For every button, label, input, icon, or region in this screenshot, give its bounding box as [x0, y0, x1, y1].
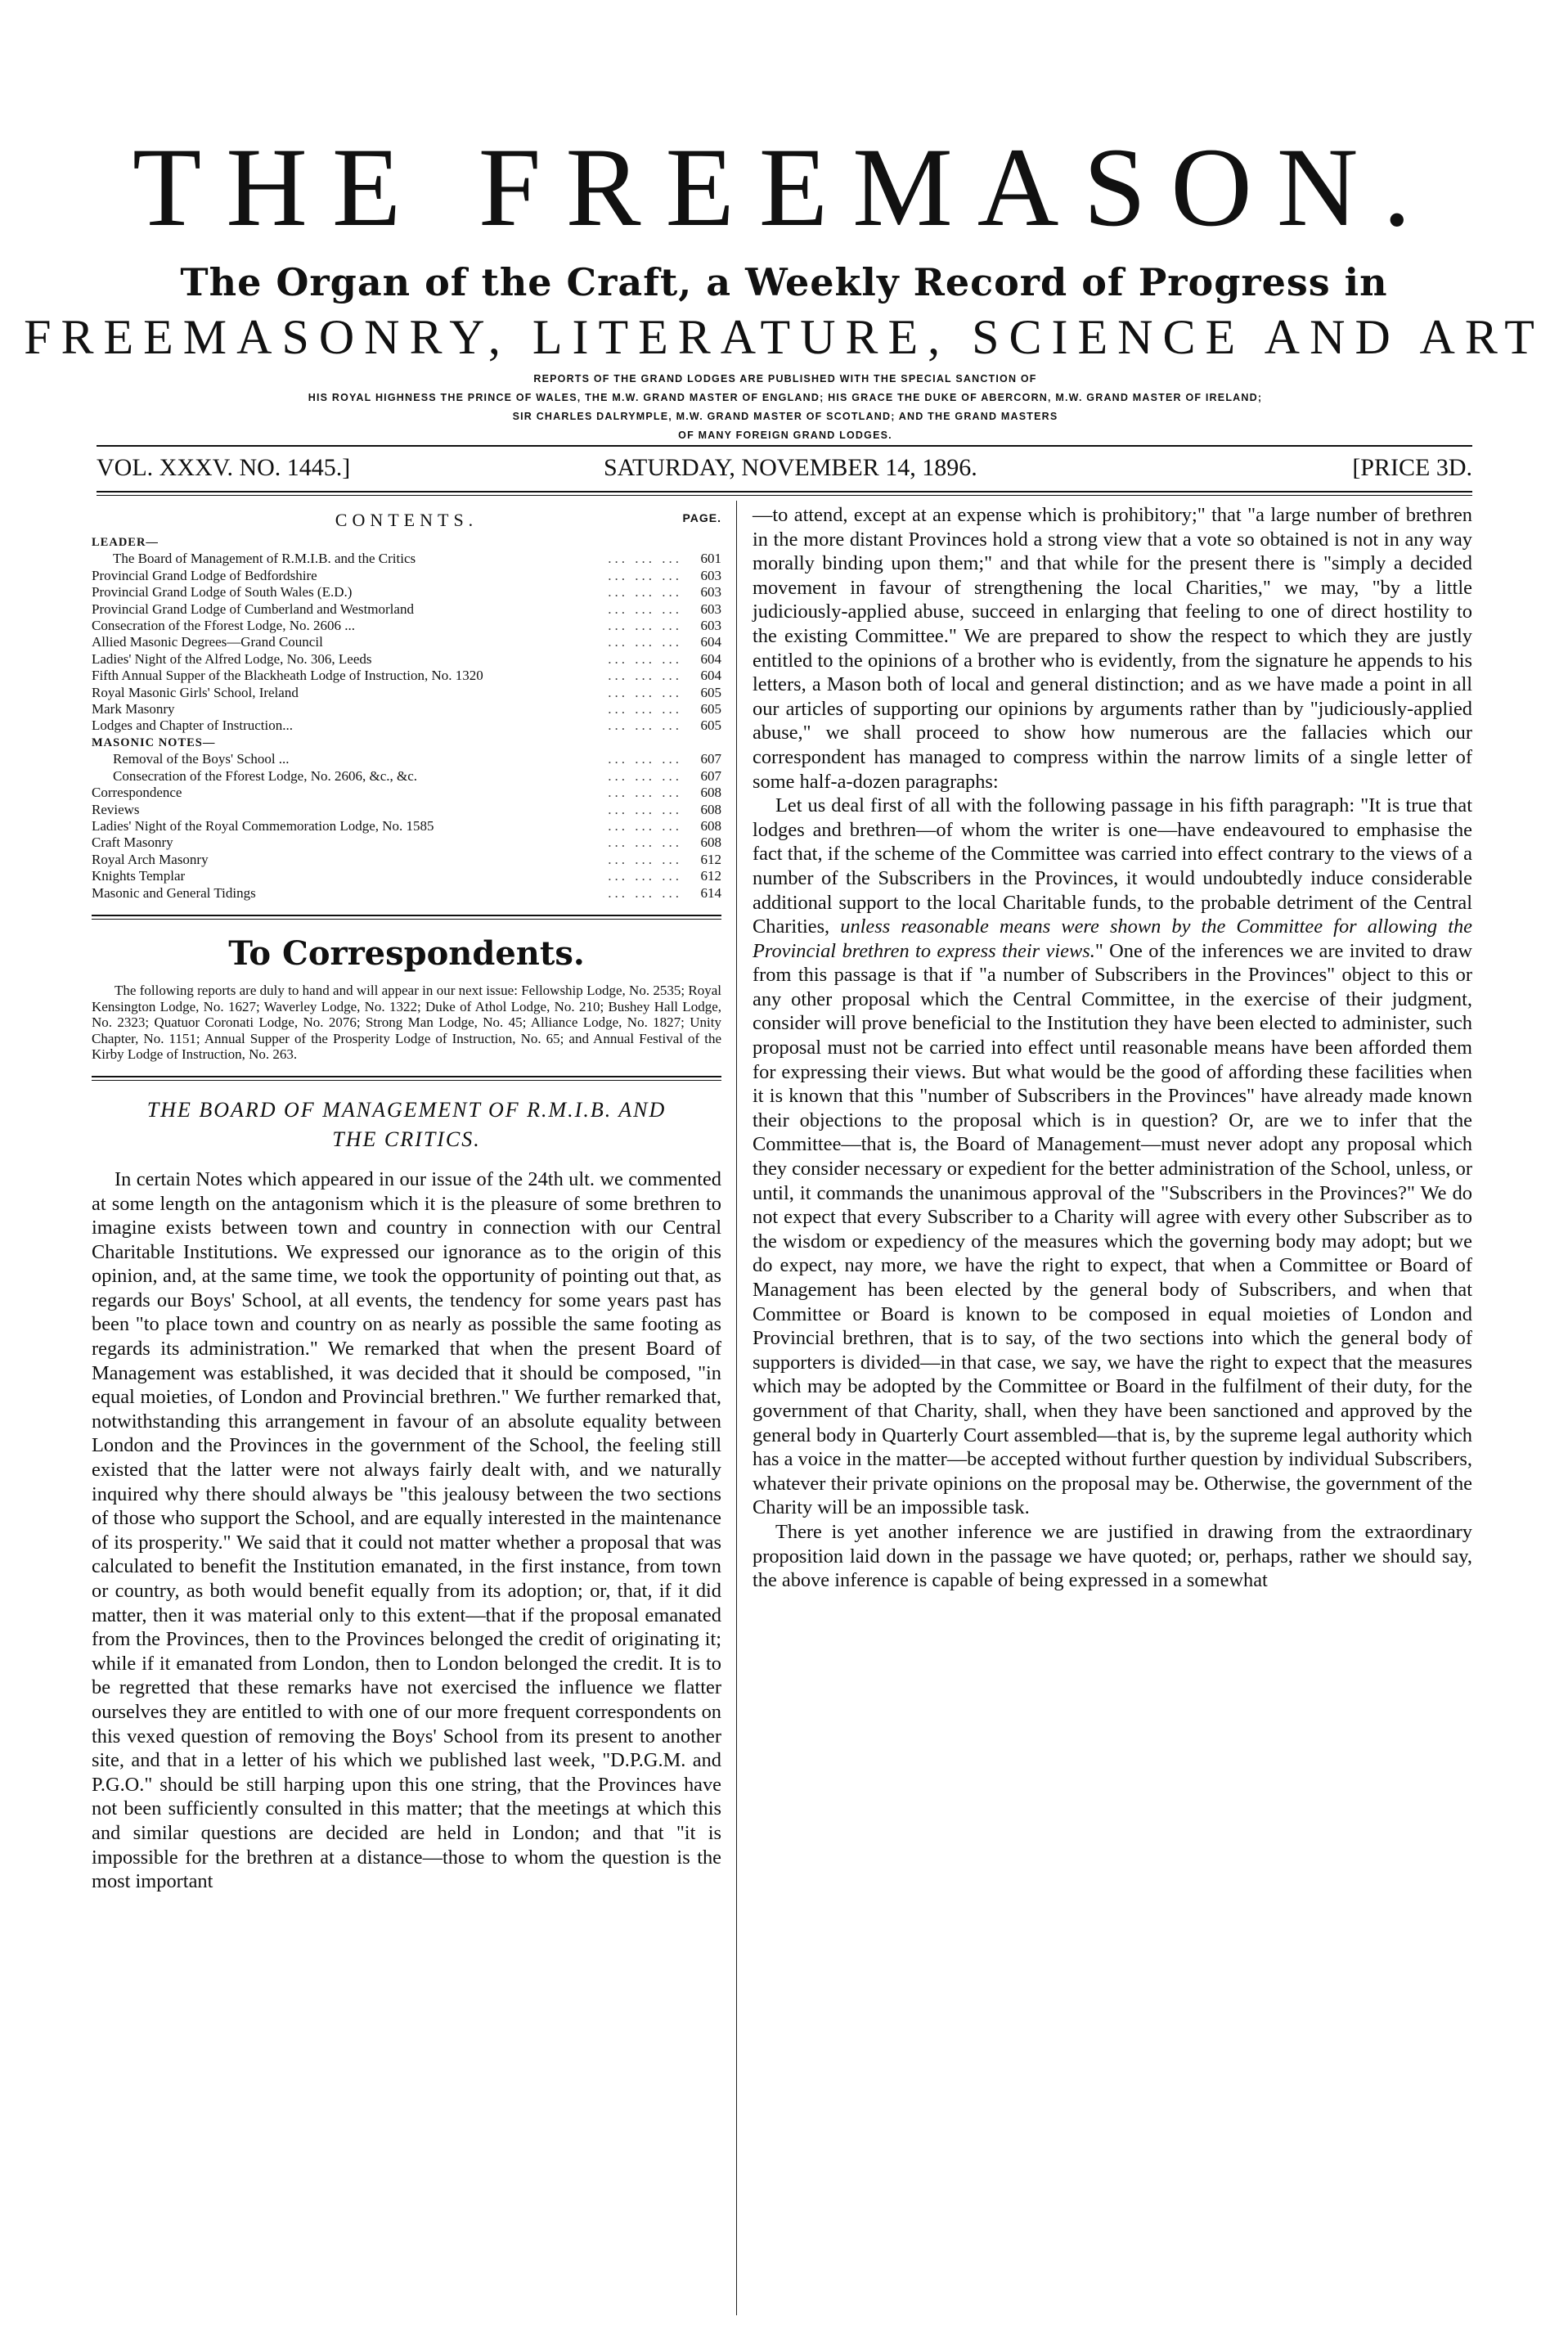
contents-entry-title: Provincial Grand Lodge of South Wales (E.D.)	[92, 584, 353, 600]
article-body-left	[92, 1167, 721, 1894]
article-title-line: THE BOARD OF MANAGEMENT OF R.M.I.B. AND	[146, 1097, 667, 1122]
contents-row	[92, 618, 721, 634]
issue-line	[97, 454, 1472, 487]
article-title	[92, 1095, 721, 1154]
contents-row	[92, 852, 721, 868]
contents-entry-page: 608	[700, 785, 721, 801]
contents-row	[92, 634, 721, 650]
contents-section-label: MASONIC NOTES—	[92, 735, 216, 749]
issue-price: [PRICE 3D.	[1352, 454, 1472, 481]
contents-heading	[92, 510, 721, 531]
contents-entry-page: 607	[700, 751, 721, 767]
contents-leader-dots: ... ... ...	[608, 717, 682, 734]
contents-entry-title: Ladies' Night of the Alfred Lodge, No. 306, Leeds	[92, 650, 372, 667]
article-text: " One of the inferences we are invited to draw from this passage is that if "a number of Subscribers in the Provinces" object to this or any other proposal which the Central Committee, in the exercise of their judgment, consider will prove beneficial to the Institution they have been elected to administer, such proposal must not be carried into effect until reasonable means have been afforded them for expressing their views. But what would be the good of affording these facilities when it is known that this "number of Subscribers in the Provinces" have already made known their objections to the proposal which is in question? Or, are we to infer that the Committee—that is, the Board of Management—must never adopt any proposal which they consider necessary or expedient for the better administration of the School, unless, or until, it commands the unanimous approval of the "Subscribers in the Provinces?" We do not expect that every Subscriber to a Charity will agree with every other Subscriber as to the wisdom or expediency of the measures which the governing body may adopt; but we do expect, nay more, we have the right to expect, that when a Committee or Board of Management has been elected by the general body of Subscribers, and when that Committee or Board is known to be composed in equal moieties of London and Provincial brethren, that is to say, of the two sections into which the general body of supporters is divided—in that case, we say, we have the right to expect that the measures which may be adopted by the Committee or Board in the fulfilment of their duty, for the government of that Charity, shall, when they have been sanctioned and approved by the general body in Quarterly Court assembled—that is, by the supreme legal authority which has a voice in the matter—be accepted without further question by individual Subscribers, whatever their private opinions on the proposal may be. Otherwise, the government of the Charity will be an impossible task.	[753, 939, 1473, 1519]
column-divider	[736, 501, 737, 2315]
sanction-line: OF MANY FOREIGN GRAND LODGES.	[678, 430, 892, 441]
contents-entry-page: 612	[700, 868, 721, 884]
header-rule-bottom-thin	[97, 495, 1472, 496]
volume-number: VOL. XXXV. NO. 1445.]	[97, 454, 351, 481]
contents-entry-title: Lodges and Chapter of Instruction...	[92, 717, 293, 734]
contents-leader-dots: ... ... ...	[608, 600, 682, 617]
contents-leader-dots: ... ... ...	[608, 834, 682, 851]
contents-row	[92, 818, 721, 834]
contents-entry-page: 604	[700, 668, 721, 684]
contents-entry-page: 603	[700, 584, 721, 600]
contents-leader-dots: ... ... ...	[608, 817, 682, 834]
contents-entry-title: Masonic and General Tidings	[92, 884, 256, 901]
contents-row	[92, 668, 721, 684]
contents-leader-dots: ... ... ...	[608, 618, 682, 634]
contents-entry-page: 603	[700, 618, 721, 634]
contents-row	[92, 584, 721, 600]
article-paragraph: There is yet another inference we are justified in drawing from the extraordinary proposition laid down in the passage we have quoted; or, perhaps, rather we should say, the above inference is capable of being expressed in a somewhat	[753, 1520, 1472, 1592]
section-rule	[92, 1076, 721, 1081]
contents-page-label: PAGE.	[682, 511, 721, 524]
article-quote-italic: unless reasonable means were shown by the Committee for allowing the Provincial brethren to express their views.	[753, 915, 1472, 962]
contents-entry-title: Fifth Annual Supper of the Blackheath Lodge of Instruction, No. 1320	[92, 668, 483, 684]
contents-leader-dots: ... ... ...	[608, 634, 682, 650]
right-column	[753, 503, 1472, 1593]
sanction-line: HIS ROYAL HIGHNESS THE PRINCE OF WALES, THE M.W. GRAND MASTER OF ENGLAND; HIS GRACE THE DUKE OF ABERCORN, M.W. GRAND MASTER OF IRELAND;	[308, 392, 1263, 403]
contents-entry-title: Consecration of the Fforest Lodge, No. 2606 ...	[92, 618, 355, 634]
section-rule	[92, 915, 721, 920]
contents-row	[92, 601, 721, 618]
contents-entry-title: The Board of Management of R.M.I.B. and the Critics	[113, 551, 416, 567]
article-paragraph: —to attend, except at an expense which is prohibitory;" that "a large number of brethren in the more distant Provinces hold a strong view that a vote so obtained is not in any way morally binding upon them;" and that while for the present there is "simply a decided movement in favour of strengthening the local Charities," we may, "by a little judiciously-applied abuse, succeed in enlarging that feeling to one of direct hostility to the existing Committee." We are prepared to show the respect to which they are justly entitled to the opinions of a brother who is evidently, from the signature he appends to his letters, a Mason both of local and general distinction; and as we have made a point in all our articles of supporting our opinions by arguments rather than by "judiciously-applied abuse," we shall proceed to show how numerous are the fallacies which our correspondent has managed to compress within the narrow limits of a single letter of some half-a-dozen paragraphs:	[753, 504, 1472, 793]
contents-leader-dots: ... ... ...	[608, 785, 682, 801]
contents-entry-page: 607	[700, 767, 721, 784]
sanction-line: REPORTS OF THE GRAND LODGES ARE PUBLISHED WITH THE SPECIAL SANCTION OF	[533, 373, 1037, 385]
contents-leader-dots: ... ... ...	[608, 868, 682, 884]
contents-entry-title: Ladies' Night of the Royal Commemoration Lodge, No. 1585	[92, 817, 434, 834]
contents-entry-title: Royal Masonic Girls' School, Ireland	[92, 684, 299, 700]
article-text: Let us deal first of all with the following passage in his fifth paragraph: "It is true that lodges and brethren—of whom the writer is one—have endeavoured to emphasise the fact that, if the scheme of the Committee was carried into effect contrary to the views of a number of the Subscribers in the Provinces, it would undoubtedly induce considerable additional support to the local Charitable funds, to the probable detriment of the Central Charities,	[753, 794, 1472, 938]
contents-title: CONTENTS.	[335, 510, 478, 530]
contents-leader-dots: ... ... ...	[608, 701, 682, 717]
contents-row	[92, 568, 721, 584]
contents-entry-title: Reviews	[92, 801, 140, 817]
contents-row	[92, 785, 721, 801]
contents-entry-title: Removal of the Boys' School ...	[113, 751, 290, 767]
article-body-right	[753, 503, 1472, 1593]
contents-entry-title: Craft Masonry	[92, 834, 173, 851]
contents-row	[92, 685, 721, 701]
contents-entry-page: 604	[700, 650, 721, 667]
contents-row	[92, 717, 721, 734]
contents-leader-dots: ... ... ...	[608, 668, 682, 684]
article-paragraph: In certain Notes which appeared in our issue of the 24th ult. we commented at some length on the antagonism which it is the pleasure of some brethren to imagine exists between town and country in connection with our Central Charitable Institutions. We expressed our ignorance as to the origin of this opinion, and, at the same time, we took the opportunity of pointing out that, as regards our Boys' School, at all events, the tendency for some years past has been "to place town and country on as nearly as possible the same footing as regards its administration." We remarked that when the present Board of Management was established, it was decided that it should be composed, "in equal moieties, of London and Provincial brethren." We further remarked that, notwithstanding this arrangement in favour of an absolute equality between London and the Provinces in the government of the School, the feeling still existed that the latter were not always fairly dealt with, and we naturally inquired why there should always be "this jealousy between the two sections of those who support the School, and are equally interested in the maintenance of its prosperity." We said that it could not matter whether a proposal that was calculated to benefit the Institution emanated, in the first instance, from town or country, as both would benefit equally from its adoption; or, that, if it did matter, then it was material only to this extent—that if the proposal emanated from the Provinces, then to the Provinces belonged the credit of originating it; while if it emanated from London, then to London belonged the credit. It is to be regretted that these remarks have not exercised the influence we flatter ourselves they are entitled to with one of our more frequent correspondents on this vexed question of removing the Boys' School from its present to another site, and that in a letter of his which we published last week, "D.P.G.M. and P.G.O." should be still harping upon this one string, that the Provinces have not been sufficiently consulted in this matter; that the meetings at which this and similar questions are decided are held in London; and that "it is impossible for the brethren at a distance—those to whom the question is the most important	[92, 1167, 721, 1893]
contents-leader-dots: ... ... ...	[608, 551, 682, 567]
contents-entry-title: Correspondence	[92, 785, 182, 801]
contents-row	[92, 701, 721, 717]
contents-entry-page: 604	[700, 634, 721, 650]
contents-entry-page: 612	[700, 851, 721, 867]
contents-row	[92, 834, 721, 851]
masthead-gothic-subtitle: The Organ of the Craft, a Weekly Record of Progress in	[180, 260, 1388, 304]
contents-entry-page: 603	[700, 600, 721, 617]
contents-entry-title: Provincial Grand Lodge of Cumberland and Westmorland	[92, 600, 414, 617]
contents-leader-dots: ... ... ...	[608, 650, 682, 667]
contents-row	[92, 868, 721, 884]
masthead-subtitle: FREEMASONRY, LITERATURE, SCIENCE AND ART	[24, 310, 1544, 364]
contents-section-label: LEADER—	[92, 536, 159, 549]
contents-entry-page: 605	[700, 684, 721, 700]
contents-entry-page: 608	[700, 834, 721, 851]
contents-leader-dots: ... ... ...	[608, 851, 682, 867]
contents-leader-dots: ... ... ...	[608, 884, 682, 901]
contents-leader-dots: ... ... ...	[608, 684, 682, 700]
contents-entry-title: Provincial Grand Lodge of Bedfordshire	[92, 567, 317, 583]
contents-leader-dots: ... ... ...	[608, 751, 682, 767]
left-column	[92, 503, 721, 1894]
contents-row	[92, 751, 721, 767]
contents-row	[92, 551, 721, 567]
correspondents-text: The following reports are duly to hand and will appear in our next issue: Fellowship Lodge, No. 2535; Royal Kensington Lodge, No. 1627; Waverley Lodge, No. 1322; Duke of Athol Lodge, No. 210; Bushey Hall Lodge, No. 2323; Quatuor Coronati Lodge, No. 2076; Strong Man Lodge, No. 45; Alliance Lodge, No. 1827; Unity Chapter, No. 1151; Annual Supper of the Prosperity Lodge of Instruction, No. 65; and Annual Festival of the Kirby Lodge of Instruction, No. 263.	[92, 982, 721, 1063]
contents-leader-dots: ... ... ...	[608, 767, 682, 784]
contents-entry-page: 605	[700, 717, 721, 734]
sanction-notice	[115, 370, 1456, 445]
contents-row	[92, 651, 721, 668]
contents-entry-title: Consecration of the Fforest Lodge, No. 2606, &c., &c.	[113, 767, 418, 784]
contents-entry-page: 603	[700, 567, 721, 583]
contents-leader-dots: ... ... ...	[608, 801, 682, 817]
issue-date: SATURDAY, NOVEMBER 14, 1896.	[604, 454, 977, 481]
article-title-line: THE CRITICS.	[332, 1127, 481, 1151]
contents-entry-title: Mark Masonry	[92, 701, 175, 717]
article-paragraph	[753, 794, 1472, 1520]
contents-entry-title: Allied Masonic Degrees—Grand Council	[92, 634, 323, 650]
contents-leader-dots: ... ... ...	[608, 567, 682, 583]
contents-entry-title: Knights Templar	[92, 868, 186, 884]
header-rule-bottom	[97, 491, 1472, 493]
contents-entry-page: 601	[700, 551, 721, 567]
contents-entry-page: 608	[700, 801, 721, 817]
contents-row	[92, 768, 721, 785]
contents-leader-dots: ... ... ...	[608, 584, 682, 600]
header-rule-top	[97, 445, 1472, 447]
contents-row	[92, 802, 721, 818]
contents-entry-page: 614	[700, 884, 721, 901]
contents-row	[92, 885, 721, 902]
contents-entry-page: 605	[700, 701, 721, 717]
masthead-title: THE FREEMASON.	[132, 124, 1436, 250]
sanction-line: SIR CHARLES DALRYMPLE, M.W. GRAND MASTER OF SCOTLAND; AND THE GRAND MASTERS	[512, 411, 1058, 422]
contents-entry-page: 608	[700, 817, 721, 834]
contents-list	[92, 534, 721, 902]
correspondents-heading: To Correspondents.	[228, 933, 585, 973]
contents-entry-title: Royal Arch Masonry	[92, 851, 209, 867]
